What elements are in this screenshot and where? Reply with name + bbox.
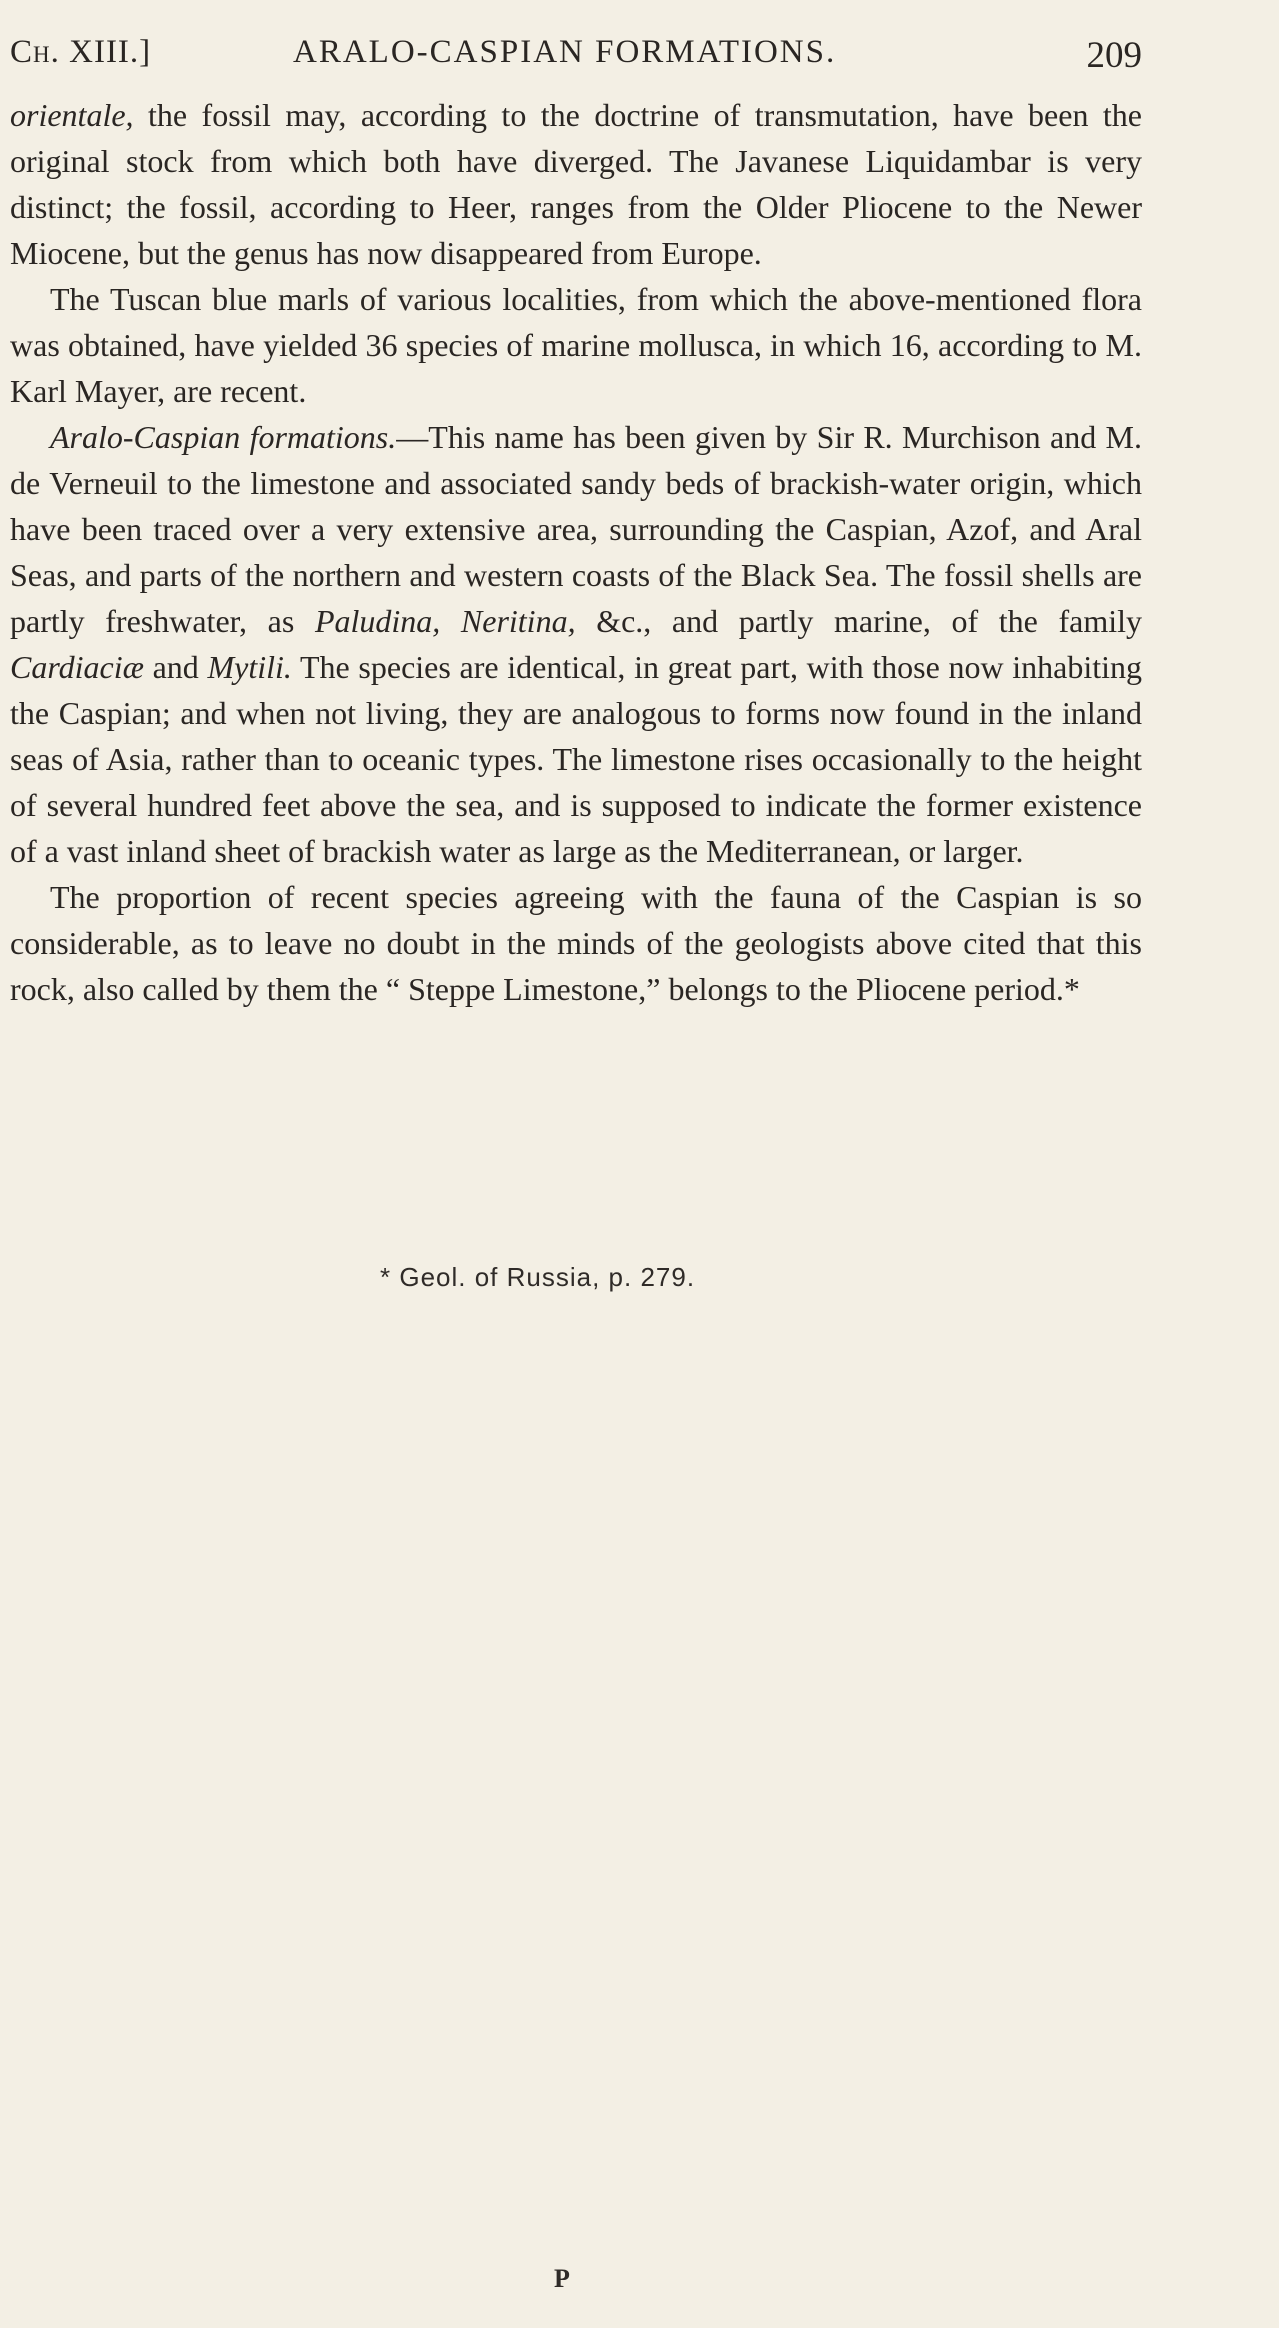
running-header [10, 34, 1142, 84]
paragraph-4-segment-1: The proportion of recent species agreeing with the fauna of the Caspian is so considerable, as to leave no doubt in the minds of the geologists above cited that this rock, also called by them the “ Steppe Limestone,” belongs to the Pliocene period.* [10, 879, 1142, 1007]
paragraph-2 [10, 276, 1142, 414]
paragraph-3-segment-5: Cardiaciæ [10, 649, 144, 685]
body-text [10, 92, 1142, 1012]
page-number: 209 [1086, 35, 1142, 76]
signature-mark: P [554, 2264, 570, 2293]
paragraph-3-segment-2: —This name has been given by Sir R. Murchison and M. de Verneuil to the limestone and associated sandy beds of brackish-water origin, which have been traced over a very extensive area, surrounding the Caspian, Azof, and Aral Seas, and parts of the northern and western coasts of the Black Sea. The fossil shells are partly freshwater, as [10, 419, 1143, 639]
section-heading-aralo-caspian: Aralo-Caspian formations. [50, 419, 397, 455]
paragraph-3-segment-7: Mytili. [207, 649, 292, 685]
paragraph-1-segment-2: the fossil may, according to the doctrine of transmutation, have been the original stock from which both have diverged. The Javanese Liquidambar is very distinct; the fossil, according to Heer, ranges from the Older Pliocene to the Newer Miocene, but the genus has now disappeared from Europe. [10, 97, 1142, 271]
paragraph-1-segment-1: orientale, [10, 97, 134, 133]
paragraph-3-segment-6: and [143, 649, 208, 685]
paragraph-1 [10, 92, 1142, 276]
chapter-label: Ch. XIII.] [10, 34, 152, 70]
running-title: ARALO-CASPIAN FORMATIONS. [293, 34, 837, 70]
paragraph-4 [10, 874, 1142, 1012]
paragraph-3-segment-8: The species are identical, in great part, with those now inhabiting the Caspian; and when not living, they are analogous to forms now found in the inland seas of Asia, rather than to oceanic types. The limestone rises occasionally to the height of several hundred feet above the sea, and is supposed to indicate the former existence of a vast inland sheet of brackish water as large as the Mediterranean, or larger. [10, 649, 1143, 869]
paragraph-3-segment-4: &c., and partly marine, of the family [575, 603, 1143, 639]
paragraph-2-segment-1: The Tuscan blue marls of various localities, from which the above-mentioned flora was obtained, have yielded 36 species of marine mollusca, in which 16, according to M. Karl Mayer, are recent. [10, 281, 1142, 409]
paragraph-3-segment-3: Paludina, Neritina, [314, 603, 576, 639]
footnote: * Geol. of Russia, p. 279. [380, 1262, 696, 1292]
paragraph-3 [10, 414, 1142, 874]
